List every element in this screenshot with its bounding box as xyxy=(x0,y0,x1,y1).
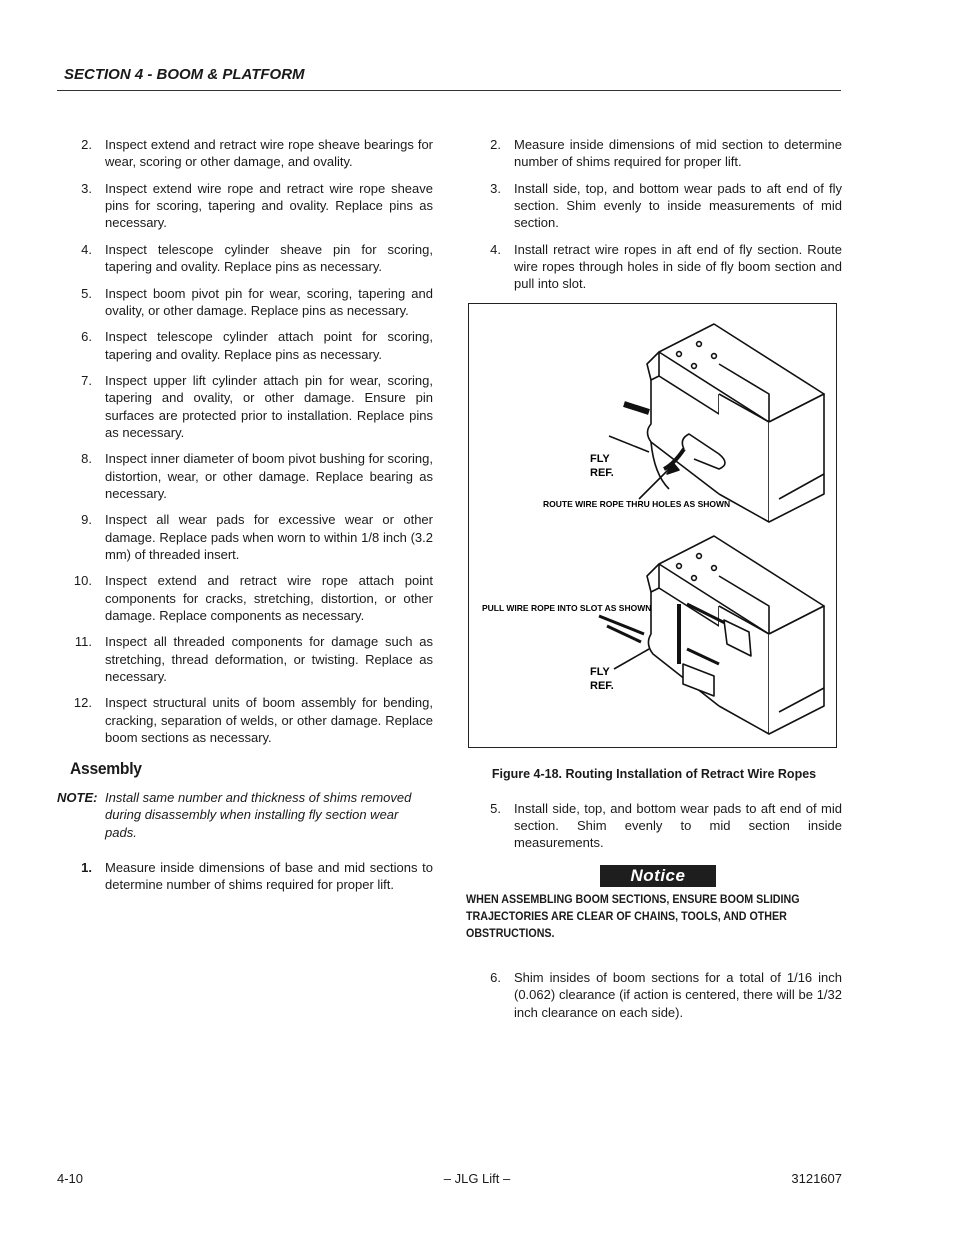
note-text: Install same number and thickness of shims removed during disassembly when installing fly section wear pads. xyxy=(105,790,412,840)
list-item xyxy=(57,694,433,746)
notice-badge: Notice xyxy=(600,865,716,887)
note-label: NOTE: xyxy=(57,790,98,806)
item-text: Inspect extend and retract wire rope attach point components for cracks, stretching, distortion, or other damage. Replace components as necessary. xyxy=(105,573,433,623)
list-item xyxy=(57,511,433,563)
item-number: 8. xyxy=(81,451,92,467)
list-item xyxy=(466,136,842,170)
list-item xyxy=(57,859,433,893)
item-number: 5. xyxy=(490,800,501,816)
list-item xyxy=(57,633,433,685)
list-item xyxy=(57,572,433,624)
item-text: Shim insides of boom sections for a total of 1/16 inch (0.062) clearance (if action is centered, there will be 1/32 inch clearance on each side). xyxy=(514,970,842,1020)
section-header: SECTION 4 - BOOM & PLATFORM xyxy=(64,66,305,83)
item-number: 6. xyxy=(81,329,92,345)
list-item xyxy=(57,450,433,502)
item-text: Measure inside dimensions of mid section to determine number of shims required for proper lift. xyxy=(514,137,842,170)
note xyxy=(57,789,433,841)
figure-routing-wire-ropes xyxy=(468,303,837,748)
list-item xyxy=(57,285,433,319)
list-item xyxy=(466,241,842,293)
item-number: 9. xyxy=(81,512,92,528)
item-number: 12. xyxy=(73,695,92,711)
item-text: Inspect extend wire rope and retract wire rope sheave pins for scoring, tapering and ovality. Replace pins as necessary. xyxy=(105,180,433,231)
right-column xyxy=(466,136,842,1030)
list-item xyxy=(57,136,433,170)
fly-label-bottom: FLY xyxy=(590,666,610,679)
item-number: 2. xyxy=(81,137,92,152)
item-number: 7. xyxy=(81,373,92,389)
item-number: 1. xyxy=(81,859,92,875)
item-number: 11. xyxy=(74,634,92,650)
item-text: Inspect telescope cylinder sheave pin for scoring, tapering and ovality. Replace pins as necessary. xyxy=(105,241,433,274)
item-text: Inspect inner diameter of boom pivot bushing for scoring, distortion, wear, or other damage. Replace bearing as necessary. xyxy=(105,451,433,501)
list-item xyxy=(57,372,433,441)
item-number: 4. xyxy=(81,241,92,257)
item-number: 5. xyxy=(81,285,92,301)
ref-label-bottom: REF. xyxy=(590,680,614,693)
item-number: 10. xyxy=(73,573,92,589)
assembly-heading: Assembly xyxy=(70,759,142,778)
list-item xyxy=(57,241,433,275)
item-text: Inspect telescope cylinder attach point for scoring, tapering and ovality. Replace pins as necessary. xyxy=(105,329,433,362)
item-text: Install side, top, and bottom wear pads to aft end of fly section. Shim evenly to inside measurements of mid section. xyxy=(514,180,842,231)
list-item xyxy=(466,180,842,232)
notice-text: WHEN ASSEMBLING BOOM SECTIONS, ENSURE BOOM SLIDING TRAJECTORIES ARE CLEAR OF CHAINS, TOOLS, AND OTHER OBSTRUCTIONS. xyxy=(466,894,800,941)
list-item xyxy=(466,969,842,1021)
pull-label: PULL WIRE ROPE INTO SLOT AS SHOWN xyxy=(482,603,652,614)
fly-label-top: FLY xyxy=(590,453,610,466)
item-number: 2. xyxy=(490,137,501,152)
item-text: Inspect all threaded components for damage such as stretching, thread deformation, or twisting. Replace as necessary. xyxy=(105,634,433,684)
item-text: Inspect boom pivot pin for wear, scoring, tapering and ovality, or other damage. Replace pins as necessary. xyxy=(105,285,433,318)
item-text: Inspect extend and retract wire rope sheave bearings for wear, scoring or other damage, and ovality. xyxy=(105,137,433,170)
item-number: 3. xyxy=(81,180,92,196)
route-label: ROUTE WIRE ROPE THRU HOLES AS SHOWN xyxy=(543,499,731,510)
item-number: 4. xyxy=(490,241,501,257)
page-number: 4-10 xyxy=(57,1171,84,1186)
item-text: Inspect upper lift cylinder attach pin for wear, scoring, tapering and ovality, or other damage. Ensure pin surfaces are protected prior to installation. Replace pins as necessary. xyxy=(105,373,433,440)
list-item xyxy=(57,328,433,362)
list-item xyxy=(57,180,433,232)
left-column xyxy=(57,136,433,903)
item-text: Inspect structural units of boom assembly for bending, cracking, separation of welds, or other damage. Replace boom sections as necessary. xyxy=(105,695,433,745)
footer-brand: – JLG Lift – xyxy=(443,1171,511,1186)
figure-caption: Figure 4-18. Routing Installation of Retract Wire Ropes xyxy=(491,767,817,782)
document-number: 3121607 xyxy=(791,1171,842,1186)
list-item xyxy=(466,800,842,852)
ref-label-top: REF. xyxy=(590,467,614,480)
item-number: 3. xyxy=(490,180,501,196)
item-text: Install side, top, and bottom wear pads to aft end of mid section. Shim evenly to mid section inside measurements. xyxy=(514,800,842,851)
boom-illustration xyxy=(469,304,836,747)
item-text: Measure inside dimensions of base and mid sections to determine number of shims required for proper lift. xyxy=(105,859,433,893)
item-text: Install retract wire ropes in aft end of fly section. Route wire ropes through holes in side of fly boom section and pull into slot. xyxy=(514,241,842,292)
item-number: 6. xyxy=(490,970,501,986)
item-text: Inspect all wear pads for excessive wear or other damage. Replace pads when worn to within 1/8 inch (3.2 mm) of threaded insert. xyxy=(105,512,433,562)
header-rule xyxy=(57,90,841,91)
